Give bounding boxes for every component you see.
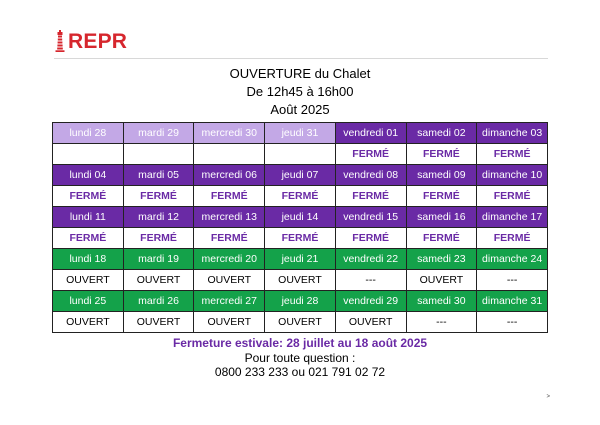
day-cell: jeudi 07 <box>265 165 336 186</box>
status-cell: FERMÉ <box>53 186 124 207</box>
week-status-row <box>53 144 548 165</box>
status-cell: OUVERT <box>194 270 265 291</box>
day-cell: lundi 04 <box>53 165 124 186</box>
day-cell: vendredi 29 <box>335 291 406 312</box>
question-label: Pour toute question : <box>244 350 356 365</box>
status-cell: OUVERT <box>335 312 406 333</box>
summer-closure-note: Fermeture estivale: 28 juillet au 18 août 2025 <box>172 336 428 350</box>
status-cell: OUVERT <box>53 312 124 333</box>
week-status-row <box>53 186 548 207</box>
status-cell <box>53 144 124 165</box>
footer <box>52 336 548 380</box>
day-cell: lundi 25 <box>53 291 124 312</box>
day-cell: dimanche 24 <box>477 249 548 270</box>
day-cell: samedi 23 <box>406 249 477 270</box>
status-cell: FERMÉ <box>194 186 265 207</box>
week-days-row <box>53 249 548 270</box>
status-cell: FERMÉ <box>53 228 124 249</box>
calendar-table <box>52 122 548 333</box>
day-cell: samedi 16 <box>406 207 477 228</box>
day-cell: lundi 28 <box>53 123 124 144</box>
status-cell: FERMÉ <box>477 144 548 165</box>
schedule-heading <box>52 65 548 119</box>
status-cell: FERMÉ <box>406 228 477 249</box>
day-cell: mardi 26 <box>123 291 194 312</box>
status-cell: --- <box>335 270 406 291</box>
status-cell: --- <box>477 312 548 333</box>
status-cell: OUVERT <box>265 312 336 333</box>
day-cell: vendredi 08 <box>335 165 406 186</box>
status-cell: FERMÉ <box>335 186 406 207</box>
day-cell: lundi 11 <box>53 207 124 228</box>
day-cell: jeudi 31 <box>265 123 336 144</box>
status-cell: FERMÉ <box>123 228 194 249</box>
week-days-row <box>53 207 548 228</box>
week-days-row <box>53 165 548 186</box>
day-cell: mardi 29 <box>123 123 194 144</box>
status-cell: FERMÉ <box>335 228 406 249</box>
day-cell: mardi 19 <box>123 249 194 270</box>
day-cell: mercredi 20 <box>194 249 265 270</box>
week-days-row <box>53 291 548 312</box>
day-cell: vendredi 15 <box>335 207 406 228</box>
status-cell <box>194 144 265 165</box>
day-cell: mercredi 30 <box>194 123 265 144</box>
week-status-row <box>53 270 548 291</box>
day-cell: dimanche 31 <box>477 291 548 312</box>
day-cell: samedi 30 <box>406 291 477 312</box>
day-cell: dimanche 10 <box>477 165 548 186</box>
status-cell: OUVERT <box>406 270 477 291</box>
day-cell: mercredi 13 <box>194 207 265 228</box>
month-label: Août 2025 <box>270 102 330 117</box>
status-cell: FERMÉ <box>335 144 406 165</box>
status-cell: FERMÉ <box>265 186 336 207</box>
week-days-row <box>53 123 548 144</box>
week-status-row <box>53 228 548 249</box>
status-cell: FERMÉ <box>265 228 336 249</box>
status-cell: FERMÉ <box>123 186 194 207</box>
lighthouse-icon <box>54 30 66 52</box>
status-cell: OUVERT <box>123 312 194 333</box>
day-cell: samedi 09 <box>406 165 477 186</box>
day-cell: jeudi 14 <box>265 207 336 228</box>
status-cell: FERMÉ <box>477 228 548 249</box>
logo-text: REPR <box>68 30 128 53</box>
week-status-row <box>53 312 548 333</box>
day-cell: mercredi 27 <box>194 291 265 312</box>
page-marker: > <box>546 394 550 400</box>
status-cell: OUVERT <box>53 270 124 291</box>
header-divider <box>54 58 548 59</box>
day-cell: vendredi 01 <box>335 123 406 144</box>
phone-numbers: 0800 233 233 ou 021 791 02 72 <box>214 365 386 379</box>
page-title: OUVERTURE du Chalet <box>229 66 371 81</box>
day-cell: mardi 12 <box>123 207 194 228</box>
opening-hours: De 12h45 à 16h00 <box>246 84 354 99</box>
day-cell: samedi 02 <box>406 123 477 144</box>
day-cell: mercredi 06 <box>194 165 265 186</box>
day-cell: dimanche 17 <box>477 207 548 228</box>
day-cell: mardi 05 <box>123 165 194 186</box>
day-cell: vendredi 22 <box>335 249 406 270</box>
status-cell: FERMÉ <box>477 186 548 207</box>
status-cell <box>265 144 336 165</box>
status-cell: --- <box>477 270 548 291</box>
day-cell: lundi 18 <box>53 249 124 270</box>
day-cell: jeudi 28 <box>265 291 336 312</box>
status-cell <box>123 144 194 165</box>
status-cell: OUVERT <box>123 270 194 291</box>
day-cell: jeudi 21 <box>265 249 336 270</box>
status-cell: OUVERT <box>194 312 265 333</box>
status-cell: --- <box>406 312 477 333</box>
status-cell: OUVERT <box>265 270 336 291</box>
status-cell: FERMÉ <box>406 144 477 165</box>
day-cell: dimanche 03 <box>477 123 548 144</box>
repr-logo <box>54 30 127 52</box>
status-cell: FERMÉ <box>194 228 265 249</box>
status-cell: FERMÉ <box>406 186 477 207</box>
